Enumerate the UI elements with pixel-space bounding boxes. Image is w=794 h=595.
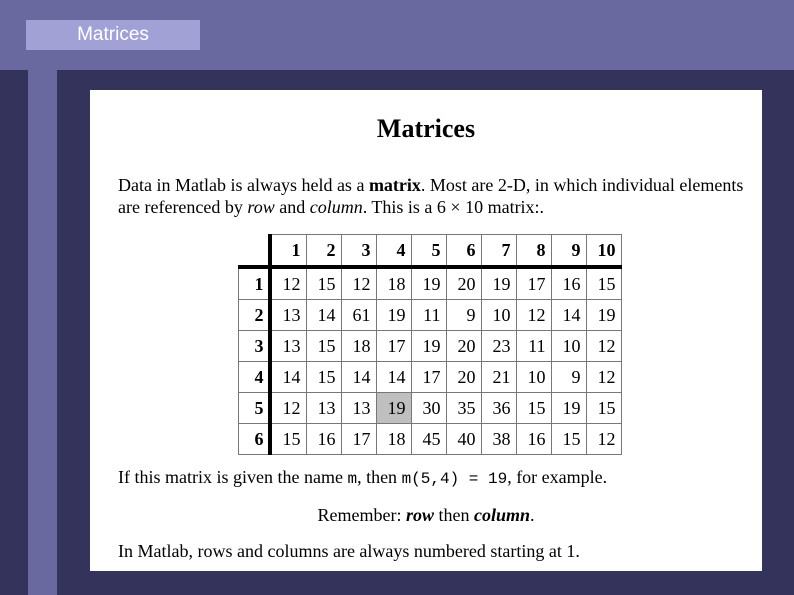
matrix-cell: 13 — [341, 393, 376, 424]
slide-content-image — [90, 90, 762, 571]
matrix-cell: 16 — [516, 424, 551, 455]
matrix-cell: 21 — [481, 362, 516, 393]
matrix-corner-cell — [239, 235, 270, 268]
matrix-row — [239, 300, 622, 331]
matrix-row-header: 4 — [239, 362, 270, 393]
matrix-cell: 15 — [270, 424, 307, 455]
matrix-row-header: 2 — [239, 300, 270, 331]
matrix-cell: 10 — [551, 331, 586, 362]
matrix-cell: 14 — [551, 300, 586, 331]
matrix-cell: 40 — [446, 424, 481, 455]
remember-bold-column: column — [473, 505, 530, 525]
content-heading: Matrices — [376, 114, 476, 143]
intro-italic-row: row — [247, 197, 275, 217]
matrix-table — [238, 234, 622, 455]
matrix-cell: 19 — [481, 267, 516, 300]
top-banner — [0, 0, 794, 70]
matrix-row-header: 6 — [239, 424, 270, 455]
slide-title-tab — [26, 20, 200, 50]
matrix-column-header: 6 — [446, 235, 481, 268]
matrix-cell: 15 — [516, 393, 551, 424]
intro-text-1: Data in Matlab is always held as a — [118, 175, 369, 195]
matrix-cell: 9 — [551, 362, 586, 393]
matrix-column-header: 9 — [551, 235, 586, 268]
matrix-row — [239, 362, 622, 393]
matrix-cell: 12 — [586, 424, 621, 455]
example-paragraph — [118, 467, 607, 488]
matrix-cell: 18 — [376, 267, 411, 300]
matrix-column-header: 7 — [481, 235, 516, 268]
matrix-cell: 15 — [306, 362, 341, 393]
matrix-cell: 13 — [270, 331, 307, 362]
intro-text-2: . Most are 2-D, in which individual elements are referenced by — [118, 175, 744, 217]
intro-bold-matrix: matrix — [368, 175, 421, 195]
remember-bold-row: row — [405, 505, 434, 525]
matrix-header-row — [239, 235, 622, 268]
matrix-cell: 17 — [376, 331, 411, 362]
matrix-cell: 12 — [270, 267, 307, 300]
matrix-column-header: 8 — [516, 235, 551, 268]
remember-text-1: Remember: — [317, 505, 406, 525]
slide-title: Matrices — [77, 24, 149, 45]
matrix-cell: 36 — [481, 393, 516, 424]
matrix-cell: 16 — [306, 424, 341, 455]
matrix-column-header: 10 — [586, 235, 621, 268]
matrix-cell: 11 — [516, 331, 551, 362]
matrix-cell: 12 — [516, 300, 551, 331]
matrix-cell: 15 — [306, 267, 341, 300]
matrix-column-header: 3 — [341, 235, 376, 268]
matrix-cell: 35 — [446, 393, 481, 424]
matrix-cell: 14 — [306, 300, 341, 331]
intro-text-3: and — [274, 197, 310, 217]
intro-italic-column: column — [309, 197, 363, 217]
matrix-cell: 14 — [270, 362, 307, 393]
example-text-1: If this matrix is given the name — [118, 467, 348, 487]
matrix-column-header: 1 — [270, 235, 307, 268]
matrix-cell: 38 — [481, 424, 516, 455]
matrix-cell: 17 — [516, 267, 551, 300]
matrix-cell: 12 — [341, 267, 376, 300]
matrix-row-header: 5 — [239, 393, 270, 424]
remember-paragraph — [90, 505, 762, 526]
matrix-cell: 19 — [376, 300, 411, 331]
matrix-row — [239, 267, 622, 300]
matrix-cell: 15 — [306, 331, 341, 362]
matrix-cell: 18 — [376, 424, 411, 455]
matrix-cell: 14 — [341, 362, 376, 393]
matrix-cell: 17 — [341, 424, 376, 455]
matrix-cell: 19 — [551, 393, 586, 424]
matrix-row — [239, 331, 622, 362]
matrix-highlighted-cell: 19 — [376, 393, 411, 424]
matrix-column-header: 4 — [376, 235, 411, 268]
matrix-cell: 16 — [551, 267, 586, 300]
example-code-m: m — [347, 470, 358, 488]
matrix-cell: 19 — [411, 267, 446, 300]
matrix-cell: 12 — [586, 362, 621, 393]
matrix-cell: 45 — [411, 424, 446, 455]
matrix-cell: 20 — [446, 267, 481, 300]
matrix-cell: 17 — [411, 362, 446, 393]
matrix-cell: 61 — [341, 300, 376, 331]
intro-paragraph — [118, 174, 748, 218]
matrix-cell: 13 — [306, 393, 341, 424]
example-text-3: , for example. — [507, 467, 608, 487]
remember-text-3: . — [530, 505, 535, 525]
matrix-column-header: 2 — [306, 235, 341, 268]
matrix-row-header: 1 — [239, 267, 270, 300]
matrix-cell: 20 — [446, 331, 481, 362]
matrix-cell: 9 — [446, 300, 481, 331]
footer-note: In Matlab, rows and columns are always numbered starting at 1. — [118, 541, 580, 561]
matrix-cell: 14 — [376, 362, 411, 393]
matrix-cell: 12 — [586, 331, 621, 362]
example-code-index: m(5,4) = 19 — [401, 470, 508, 488]
matrix-row-header: 3 — [239, 331, 270, 362]
matrix-cell: 15 — [551, 424, 586, 455]
matrix-cell: 10 — [481, 300, 516, 331]
matrix-row — [239, 393, 622, 424]
matrix-column-header: 5 — [411, 235, 446, 268]
example-text-2: , then — [357, 467, 402, 487]
matrix-row — [239, 424, 622, 455]
matrix-cell: 20 — [446, 362, 481, 393]
matrix-cell: 19 — [411, 331, 446, 362]
left-decorative-stripe — [28, 70, 57, 595]
matrix-cell: 12 — [270, 393, 307, 424]
matrix-cell: 15 — [586, 393, 621, 424]
matrix-cell: 18 — [341, 331, 376, 362]
matrix-cell: 15 — [586, 267, 621, 300]
matrix-cell: 11 — [411, 300, 446, 331]
intro-text-4: . This is a 6 × 10 matrix:. — [362, 197, 545, 217]
matrix-cell: 13 — [270, 300, 307, 331]
matrix-cell: 19 — [586, 300, 621, 331]
matrix-cell: 10 — [516, 362, 551, 393]
matrix-cell: 23 — [481, 331, 516, 362]
remember-text-2: then — [433, 505, 474, 525]
matrix-cell: 30 — [411, 393, 446, 424]
